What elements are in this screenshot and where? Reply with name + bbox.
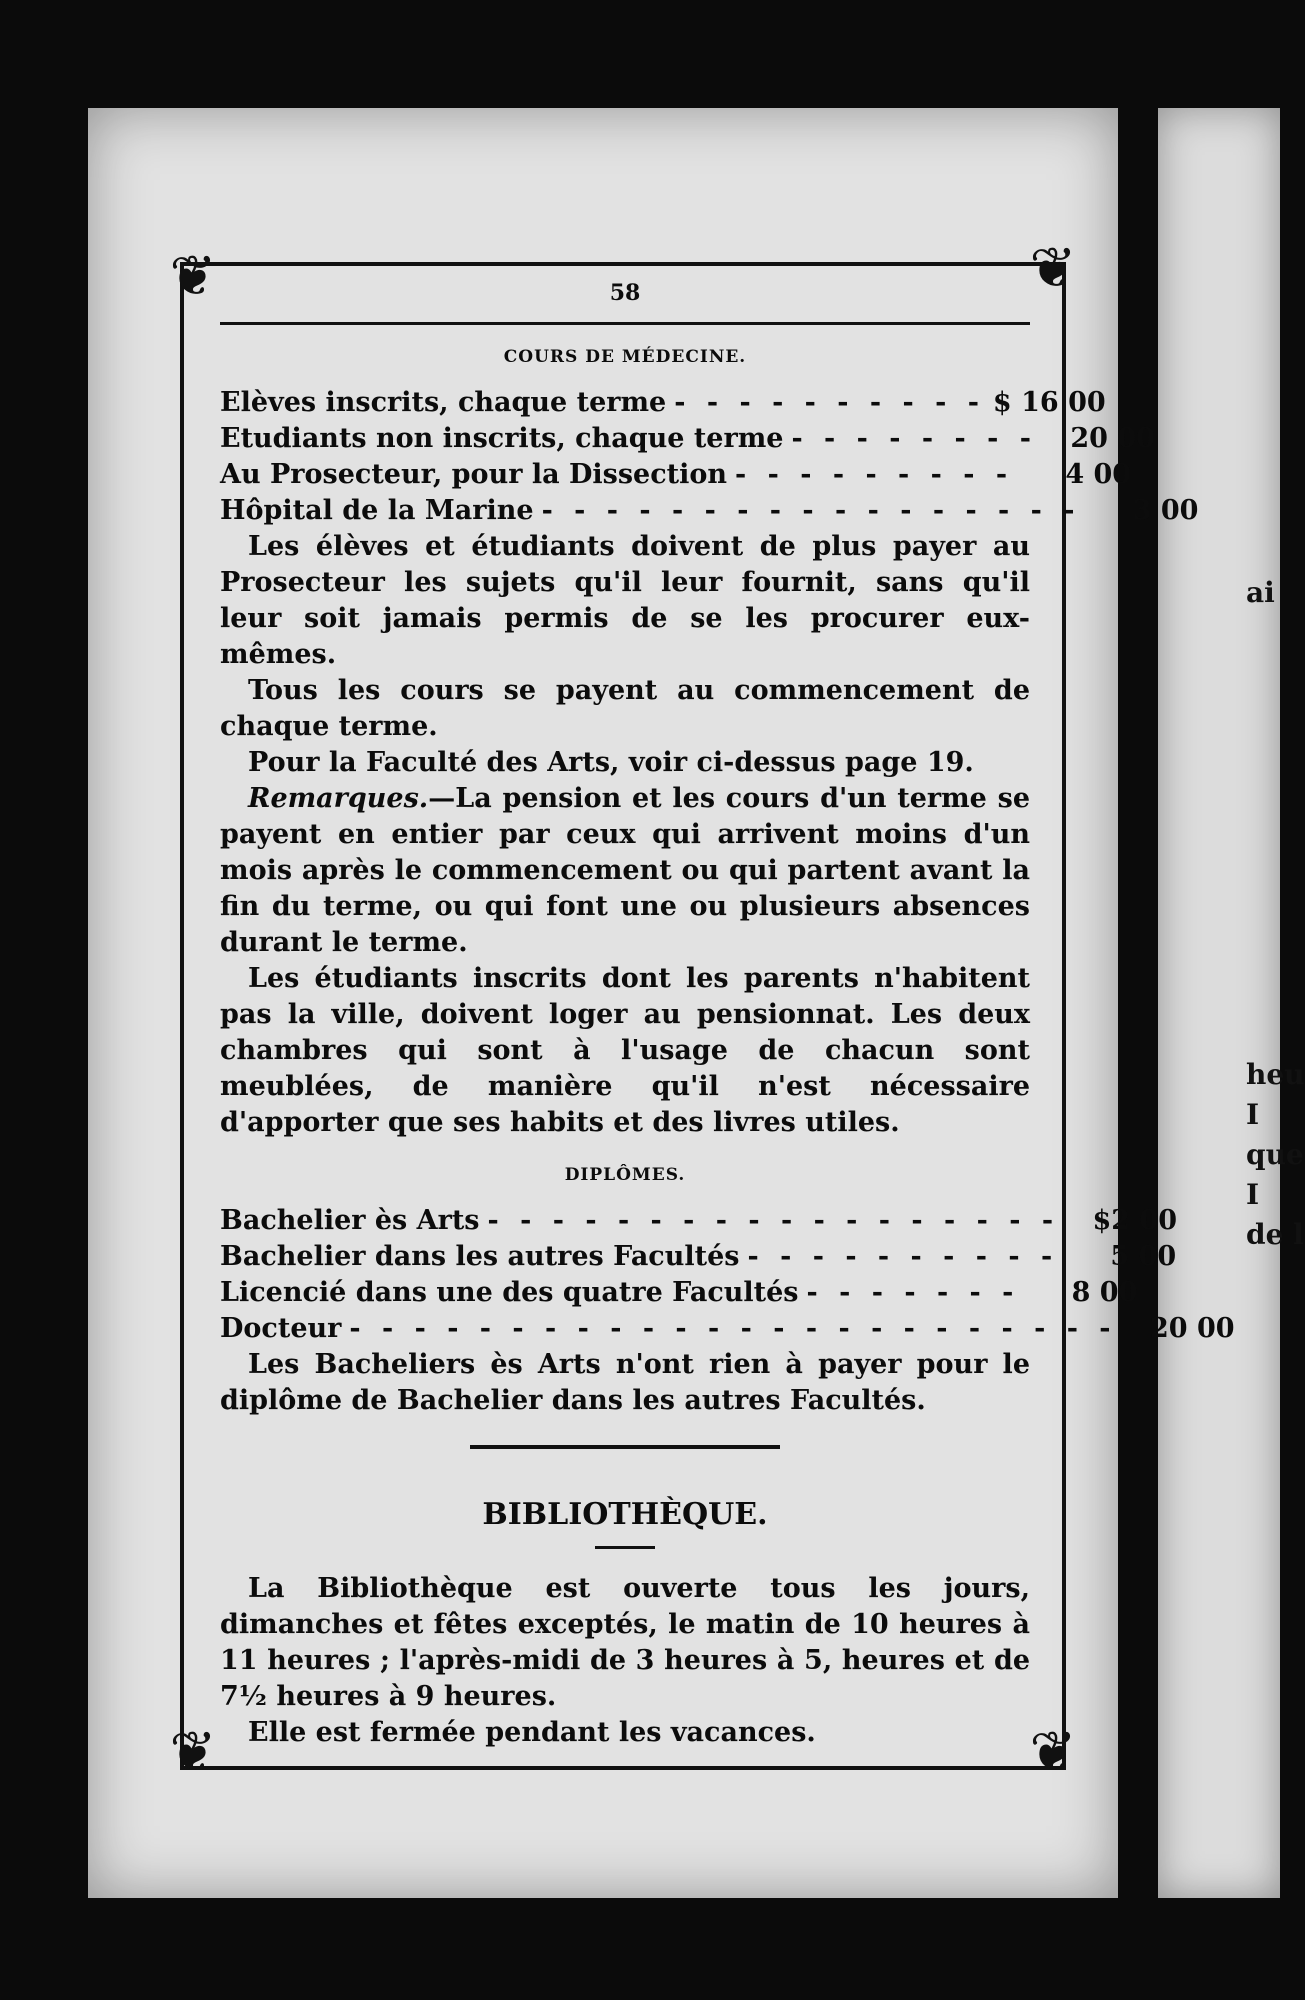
fee-row	[220, 1311, 1235, 1347]
fee-label: Bachelier dans les autres Facultés	[220, 1241, 740, 1272]
fee-amount: 20 00	[1149, 1313, 1235, 1344]
heading-underline	[595, 1546, 655, 1549]
fee-amount: $2 00	[1092, 1205, 1178, 1236]
adjacent-page-fragment: que	[1246, 1138, 1304, 1171]
fee-leader: - - - - - - - -	[791, 423, 1037, 454]
fee-row	[220, 385, 1106, 421]
fee-leader: - - - - - - - - - - - - - - - - - -	[487, 1205, 1060, 1236]
fee-amount: 3 00	[1132, 495, 1199, 526]
adjacent-page	[1158, 108, 1305, 1898]
diploma-fee-list	[220, 1203, 1235, 1347]
medicine-fee-list	[220, 385, 1199, 529]
fee-row	[220, 493, 1199, 529]
fee-label: Hôpital de la Marine	[220, 495, 534, 526]
adjacent-page-fragment: de l	[1246, 1218, 1304, 1251]
remarks-text: —La pension et les cours d'un terme se payent en entier par ceux qui arrivent moins d'un mois après le commencement ou qui partent avant la fin du terme, ou qui font une ou plusieurs absences durant le terme.	[220, 783, 1030, 958]
fee-label: Bachelier ès Arts	[220, 1205, 480, 1236]
ornament-icon: ❦	[1029, 1720, 1077, 1785]
fee-amount: 20 00	[1070, 423, 1155, 454]
page-number: 58	[609, 280, 641, 306]
fee-leader: - - - - - - - - - -	[747, 1241, 1059, 1272]
adjacent-page-fragment: ai	[1246, 576, 1275, 609]
adjacent-page-fragment: I	[1246, 1098, 1260, 1131]
fee-amount: $ 16 00	[992, 387, 1106, 418]
paragraph: Les étudiants inscrits dont les parents n'habitent pas la ville, doivent loger au pensionnat. Les deux chambres qui sont à l'usage de chacun sont meublées, de manière qu'il n'est nécessaire d'apporter que ses habits et des livres utiles.	[220, 963, 1030, 1138]
paragraph: La Bibliothèque est ouverte tous les jours, dimanches et fêtes exceptés, le matin de 10 heures à 11 heures ; l'après-midi de 3 heures à 5, heures et de 7½ heures à 9 heures.	[220, 1573, 1030, 1712]
fee-row	[220, 1203, 1178, 1239]
fee-row	[220, 421, 1155, 457]
adjacent-page-fragment: I	[1246, 1178, 1260, 1211]
fee-label: Au Prosecteur, pour la Dissection	[220, 459, 728, 490]
fee-amount: 5 00	[1110, 1241, 1177, 1272]
fee-label: Docteur	[220, 1313, 342, 1344]
diplomas-heading: DIPLÔMES.	[564, 1165, 686, 1185]
ornament-icon: ❦	[1029, 236, 1077, 301]
medicine-heading: COURS DE MÉDECINE.	[503, 347, 747, 367]
fee-amount: 4 00	[1065, 459, 1132, 490]
fee-leader: - - - - - - - - - -	[674, 387, 985, 418]
fee-label: Etudiants non inscrits, chaque terme	[220, 423, 784, 454]
page-content	[220, 280, 1235, 1751]
fee-row	[220, 457, 1132, 493]
remarks-paragraph	[220, 781, 1030, 961]
fee-label: Licencié dans une des quatre Facultés	[220, 1277, 799, 1308]
fee-leader: - - - - - - - - -	[735, 459, 1014, 490]
paragraph: Elle est fermée pendant les vacances.	[248, 1717, 816, 1748]
fee-amount: 8 00	[1071, 1277, 1138, 1308]
fee-leader: - - - - - - - - - - - - - - - - -	[541, 495, 1081, 526]
fee-leader: - - - - - - -	[806, 1277, 1020, 1308]
paragraph: Les élèves et étudiants doivent de plus payer au Prosecteur les sujets qu'il leur fournit, sans qu'il leur soit jamais permis de se les procurer eux-mêmes.	[220, 531, 1030, 670]
fee-leader: - - - - - - - - - - - - - - - - - - - - - - - -	[349, 1313, 1117, 1344]
library-heading: BIBLIOTHÈQUE.	[482, 1497, 768, 1532]
diplomas-note: Les Bacheliers ès Arts n'ont rien à payer pour le diplôme de Bachelier dans les autres Facultés.	[220, 1349, 1030, 1416]
paragraph: Tous les cours se payent au commencement de chaque terme.	[220, 675, 1030, 742]
adjacent-page-fragment: heu	[1246, 1058, 1305, 1091]
ornament-icon: ❦	[169, 244, 217, 309]
ornament-icon: ❦	[169, 1720, 217, 1785]
header-rule	[220, 322, 1030, 325]
paragraph: Pour la Faculté des Arts, voir ci-dessus page 19.	[248, 747, 974, 778]
fee-row	[220, 1239, 1177, 1275]
fee-label: Elèves inscrits, chaque terme	[220, 387, 667, 418]
remarks-label: Remarques.	[248, 783, 429, 814]
fee-row	[220, 1275, 1138, 1311]
